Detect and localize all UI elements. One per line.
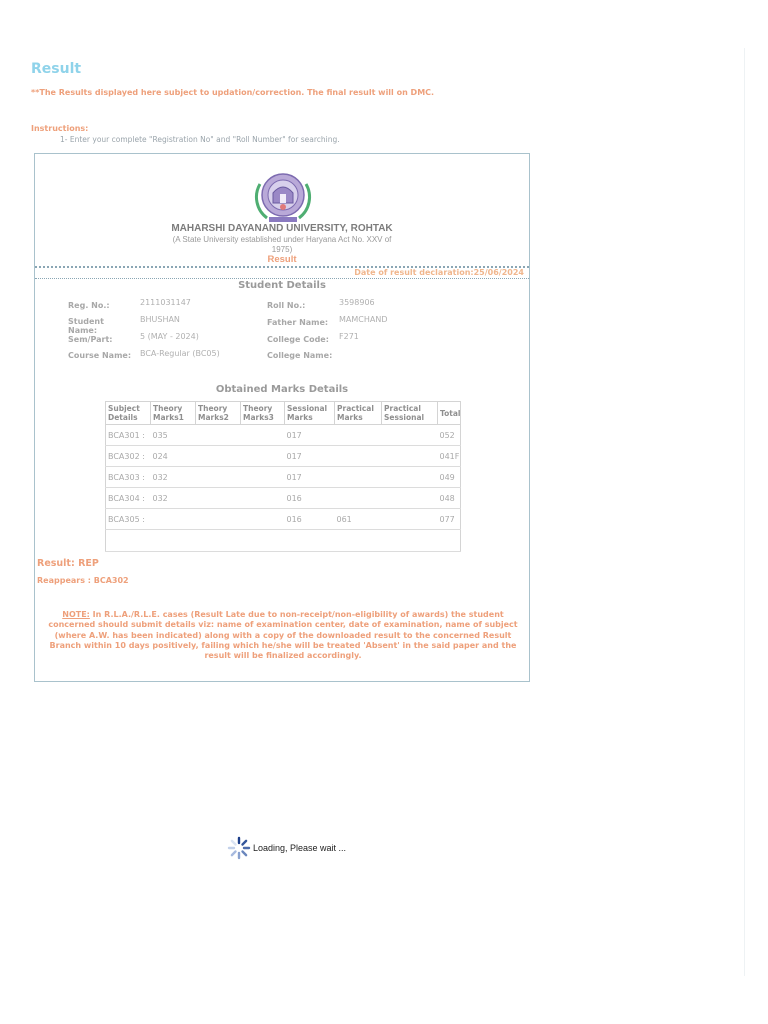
table-cell [151,530,196,552]
col-header-theory3: Theory Marks3 [241,402,285,425]
college-code-label: College Code: [267,335,329,344]
table-cell: 032 [151,467,196,488]
table-cell [382,467,438,488]
table-cell [241,467,285,488]
university-name: MAHARSHI DAYANAND UNIVERSITY, ROHTAK [171,223,393,234]
dotted-divider [35,278,529,279]
reg-no-value: 2111031147 [140,298,191,307]
roll-no-value: 3598906 [339,298,375,307]
col-header-sessional: Sessional Marks [285,402,335,425]
spinner-icon [227,836,251,860]
table-cell [106,530,151,552]
table-cell: 048 [438,488,461,509]
table-cell: 052 [438,425,461,446]
col-header-theory2: Theory Marks2 [196,402,241,425]
father-name-label: Father Name: [267,318,329,327]
student-details-title: Student Details [238,280,326,291]
table-cell [196,509,241,530]
table-row [106,467,461,488]
table-cell: 016 [285,488,335,509]
declaration-date: Date of result declaration:25/06/2024 [354,268,524,277]
college-code-value: F271 [339,332,359,341]
student-name-value: BHUSHAN [140,315,180,324]
result-status: Result: REP [37,558,99,569]
result-card [34,153,530,682]
course-name-label: Course Name: [68,351,132,360]
table-row [106,425,461,446]
table-cell: 024 [151,446,196,467]
table-cell: BCA305 : [106,509,151,530]
table-cell [241,509,285,530]
reg-no-label: Reg. No.: [68,301,110,310]
table-cell: 016 [285,509,335,530]
table-cell: 049 [438,467,461,488]
roll-no-label: Roll No.: [267,301,306,310]
table-cell [438,530,461,552]
page-title: Result [31,61,82,77]
table-cell: BCA303 : [106,467,151,488]
col-header-practical-sessional: Practical Sessional [382,402,438,425]
table-row [106,488,461,509]
note-text: In R.L.A./R.L.E. cases (Result Late due to non-receipt/non-eligibility of awards) the student concerned should submit details viz: name of examination center, date of examination, name of subject (where A.W. has been indicated) along with a copy of the downloaded result to the concerned Result Branch within 10 days positively, failing which he/she will be treated 'Absent' in the said paper and the result will be finalized accordingly. [48,610,518,661]
table-row [106,509,461,530]
note-label: NOTE: [62,610,90,619]
note-paragraph [41,610,525,661]
table-cell: BCA301 : [106,425,151,446]
instruction-item: 1- Enter your complete "Registration No" and "Roll Number" for searching. [60,135,340,144]
table-cell [241,446,285,467]
reappears-text: Reappears : BCA302 [37,576,129,585]
course-name-value: BCA-Regular (BC05) [140,349,220,358]
col-header-subject: Subject Details [106,402,151,425]
table-cell [335,446,382,467]
table-cell: 017 [285,425,335,446]
table-cell: 017 [285,467,335,488]
college-name-label: College Name: [267,351,333,360]
result-heading: Result [267,254,297,265]
table-cell [382,530,438,552]
table-cell [241,425,285,446]
table-cell [382,425,438,446]
table-cell: 041F [438,446,461,467]
marks-title: Obtained Marks Details [215,384,349,395]
right-divider [744,48,745,976]
table-cell: BCA302 : [106,446,151,467]
table-row [106,446,461,467]
table-row [106,530,461,552]
university-logo-icon [251,170,315,224]
student-name-label: Student Name: [68,317,104,335]
col-header-theory1: Theory Marks1 [151,402,196,425]
table-cell: 061 [335,509,382,530]
table-cell [382,446,438,467]
table-cell: 017 [285,446,335,467]
table-cell [335,425,382,446]
sem-part-value: 5 (MAY - 2024) [140,332,199,341]
table-cell [335,488,382,509]
loading-text: Loading, Please wait ... [253,843,347,853]
table-cell [382,488,438,509]
table-cell: 077 [438,509,461,530]
marks-header-row [106,402,461,425]
table-cell [335,467,382,488]
loading-indicator [227,835,346,861]
marks-table [105,401,461,552]
table-cell [196,467,241,488]
table-cell [196,446,241,467]
table-cell: BCA304 : [106,488,151,509]
table-cell [196,530,241,552]
col-header-practical: Practical Marks [335,402,382,425]
table-cell: 035 [151,425,196,446]
table-cell [335,530,382,552]
table-cell [241,488,285,509]
table-cell [196,488,241,509]
father-name-value: MAMCHAND [339,315,388,324]
col-header-total: Total [438,402,461,425]
table-cell [241,530,285,552]
table-cell [196,425,241,446]
table-cell [382,509,438,530]
table-cell [285,530,335,552]
disclaimer-text: **The Results displayed here subject to updation/correction. The final result will on DMC. [31,88,435,97]
university-subtitle: (A State University established under Haryana Act No. XXV of 1975) [172,235,392,254]
sem-part-label: Sem/Part: [68,335,113,344]
table-cell: 032 [151,488,196,509]
table-cell [151,509,196,530]
instructions-label: Instructions: [31,124,89,133]
